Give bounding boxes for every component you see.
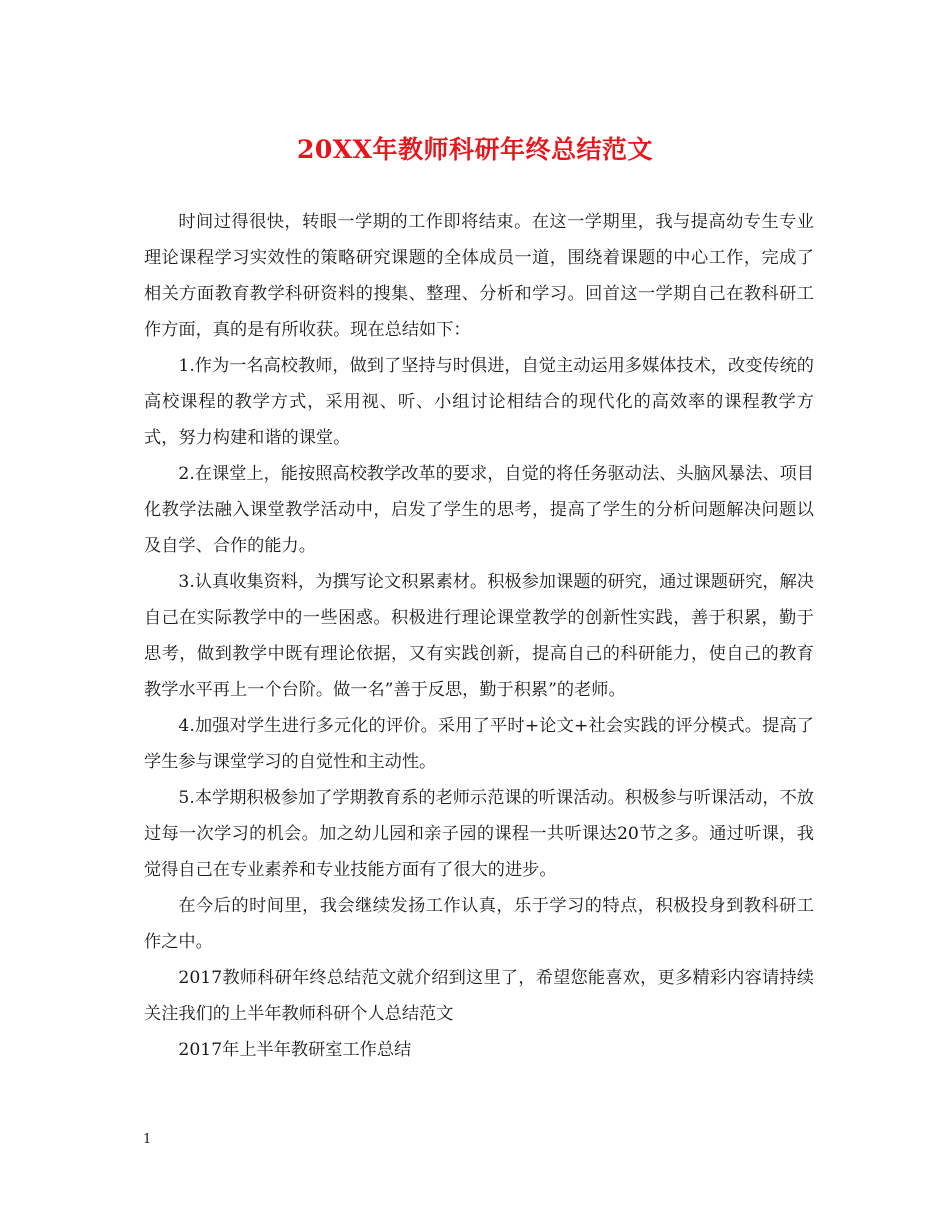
paragraph-intro: 时间过得很快，转眼一学期的工作即将结束。在这一学期里，我与提高幼专生专业理论课程学习实效性的策略研究课题的全体成员一道，围绕着课题的中心工作，完成了相关方面教育教学科研资料的搜集、整理、分析和学习。回首这一学期自己在教科研工作方面，真的是有所收获。现在总结如下： bbox=[144, 212, 814, 340]
paragraph-related-title: 2017年上半年教研室工作总结 bbox=[178, 1040, 412, 1060]
paragraph-conclusion: 在今后的时间里，我会继续发扬工作认真，乐于学习的特点，积极投身到教科研工作之中。 bbox=[144, 896, 814, 952]
document-title: 20XX年教师科研年终总结范文 bbox=[296, 135, 654, 164]
paragraph-item-3: 3.认真收集资料，为撰写论文积累素材。积极参加课题的研究，通过课题研究，解决自己在实际教学中的一些困惑。积极进行理论课堂教学的创新性实践，善于积累，勤于思考，做到教学中既有理论依据，又有实践创新，提高自己的科研能力，使自己的教育教学水平再上一个台阶。做一名”善于反思，勤于积累”的老师。 bbox=[144, 572, 814, 700]
paragraph-item-2: 2.在课堂上，能按照高校教学改革的要求，自觉的将任务驱动法、头脑风暴法、项目化教学法融入课堂教学活动中，启发了学生的思考，提高了学生的分析问题解决问题以及自学、合作的能力。 bbox=[144, 464, 814, 556]
paragraph-item-5: 5.本学期积极参加了学期教育系的老师示范课的听课活动。积极参与听课活动，不放过每一次学习的机会。加之幼儿园和亲子园的课程一共听课达20节之多。通过听课，我觉得自己在专业素养和专业技能方面有了很大的进步。 bbox=[144, 788, 814, 880]
paragraph-item-1: 1.作为一名高校教师，做到了坚持与时俱进，自觉主动运用多媒体技术，改变传统的高校课程的教学方式，采用视、听、小组讨论相结合的现代化的高效率的课程教学方式，努力构建和谐的课堂。 bbox=[144, 356, 814, 448]
document-body bbox=[144, 204, 814, 1068]
paragraph-related-link: 2017教师科研年终总结范文就介绍到这里了，希望您能喜欢，更多精彩内容请持续关注我们的上半年教师科研个人总结范文 bbox=[144, 968, 814, 1024]
page-number: 1 bbox=[143, 1132, 152, 1147]
paragraph-item-4: 4.加强对学生进行多元化的评价。采用了平时+论文+社会实践的评分模式。提高了学生参与课堂学习的自觉性和主动性。 bbox=[144, 716, 814, 772]
